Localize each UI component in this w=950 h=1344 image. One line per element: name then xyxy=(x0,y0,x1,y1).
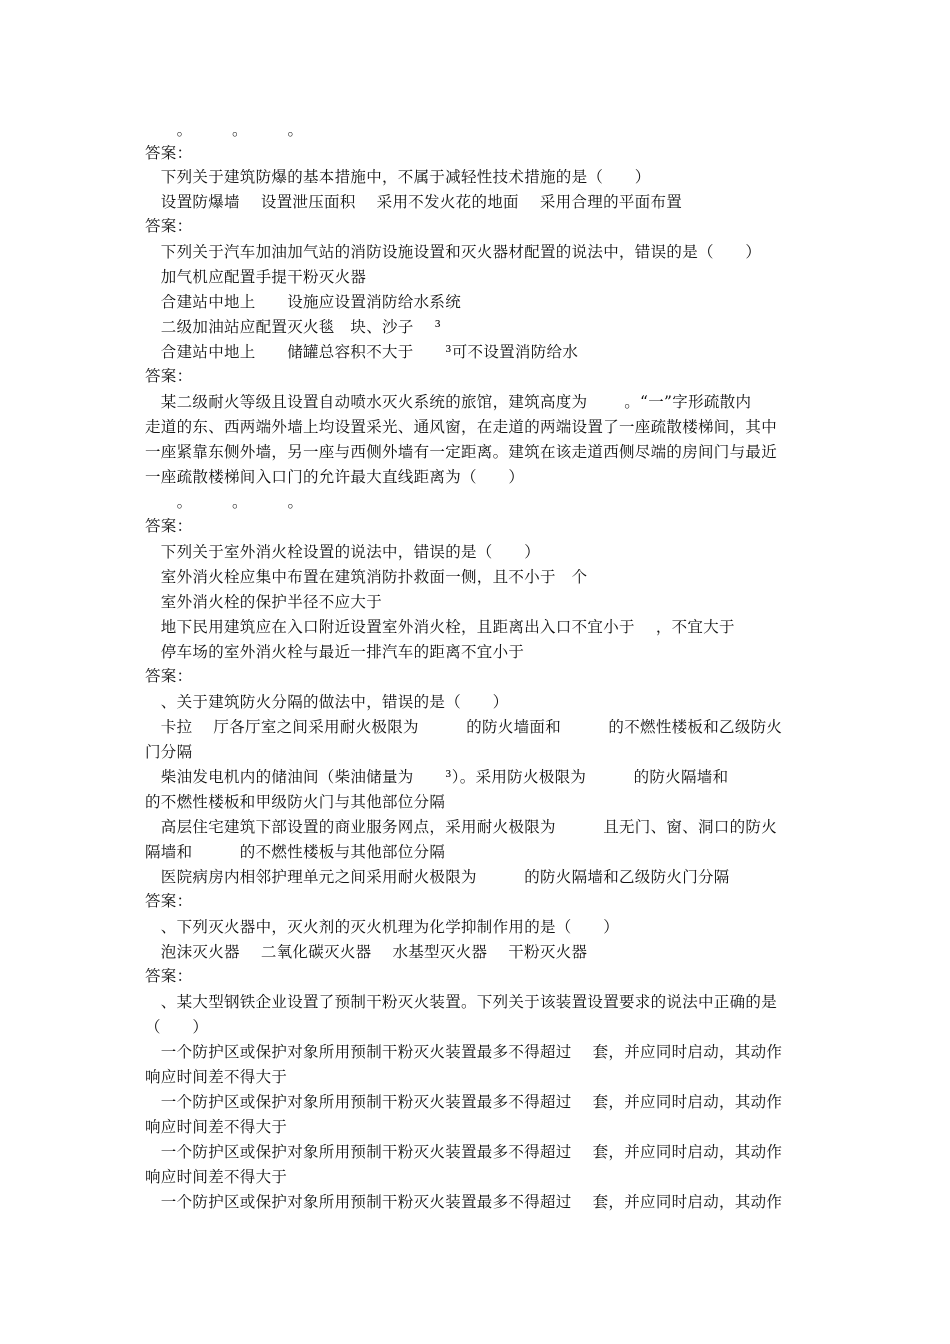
question-text: 一座疏散楼梯间入口门的允许最大直线距离为（ ） xyxy=(145,468,525,486)
question-text: 一座紧靠东侧外墙，另一座与西侧外墙有一定距离。建筑在该走道西侧尽端的房间门与最近 xyxy=(145,443,778,461)
answer-label: 答案： xyxy=(145,967,193,985)
option-line: 的不燃性楼板和甲级防火门与其他部位分隔 xyxy=(145,793,446,811)
option-line: 合建站中地上 储罐总容积不大于 ³可不设置消防给水 xyxy=(145,343,579,361)
option-line: 响应时间差不得大于 xyxy=(145,1068,288,1086)
question-text: 下列关于室外消火栓设置的说法中，错误的是（ ） xyxy=(145,543,541,561)
option-line: 一个防护区或保护对象所用预制干粉灭火装置最多不得超过 套，并应同时启动，其动作 xyxy=(145,1043,783,1061)
option-line: 地下民用建筑应在入口附近设置室外消火栓，且距离出入口不宜小于 ，不宜大于 xyxy=(145,618,735,636)
option-line: 隔墙和 的不燃性楼板与其他部位分隔 xyxy=(145,843,446,861)
option-line: 合建站中地上 设施应设置消防给水系统 xyxy=(145,293,462,311)
option-line: 一个防护区或保护对象所用预制干粉灭火装置最多不得超过 套，并应同时启动，其动作 xyxy=(145,1093,783,1111)
option-line: 设置防爆墙 设置泄压面积 采用不发火花的地面 采用合理的平面布置 xyxy=(145,193,683,211)
question-text: （ ） xyxy=(145,1018,209,1036)
answer-label: 答案： xyxy=(145,517,193,535)
answer-label: 答案： xyxy=(145,144,193,162)
option-line: 。 。 。 xyxy=(145,493,304,511)
answer-label: 答案： xyxy=(145,217,193,235)
option-line: 响应时间差不得大于 xyxy=(145,1168,288,1186)
option-line: 停车场的室外消火栓与最近一排汽车的距离不宜小于 xyxy=(145,643,525,661)
question-text: 、某大型钢铁企业设置了预制干粉灭火装置。下列关于该装置设置要求的说法中正确的是 xyxy=(145,993,778,1011)
option-line: 卡拉 厅各厅室之间采用耐火极限为 的防火墙面和 的不燃性楼板和乙级防火 xyxy=(145,718,783,736)
option-line: 室外消火栓应集中布置在建筑消防扑救面一侧，且不小于 个 xyxy=(145,568,588,586)
answer-label: 答案： xyxy=(145,667,193,685)
question-text: 下列关于汽车加油加气站的消防设施设置和灭火器材配置的说法中，错误的是（ ） xyxy=(145,243,762,261)
option-line: 门分隔 xyxy=(145,743,193,761)
option-line: 医院病房内相邻护理单元之间采用耐火极限为 的防火隔墙和乙级防火门分隔 xyxy=(145,868,730,886)
answer-label: 答案： xyxy=(145,367,193,385)
question-text: 某二级耐火等级且设置自动喷水灭火系统的旅馆，建筑高度为 。“一”字形疏散内 xyxy=(145,393,752,411)
question-text: 、关于建筑防火分隔的做法中，错误的是（ ） xyxy=(145,693,509,711)
question-text: 、下列灭火器中，灭火剂的灭火机理为化学抑制作用的是（ ） xyxy=(145,918,620,936)
option-line: 二级加油站应配置灭火毯 块、沙子 ³ xyxy=(145,318,442,336)
question-text: 下列关于建筑防爆的基本措施中，不属于减轻性技术措施的是（ ） xyxy=(145,168,651,186)
question-text: 走道的东、西两端外墙上均设置采光、通风窗，在走道的两端设置了一座疏散楼梯间，其中 xyxy=(145,418,778,436)
option-line: 一个防护区或保护对象所用预制干粉灭火装置最多不得超过 套，并应同时启动，其动作 xyxy=(145,1193,783,1211)
option-line: 。 。 。 xyxy=(145,121,304,139)
option-line: 柴油发电机内的储油间（柴油储量为 ³）。采用防火极限为 的防火隔墙和 xyxy=(145,768,729,786)
option-line: 高层住宅建筑下部设置的商业服务网点，采用耐火极限为 且无门、窗、洞口的防火 xyxy=(145,818,778,836)
answer-label: 答案： xyxy=(145,892,193,910)
option-line: 室外消火栓的保护半径不应大于 xyxy=(145,593,383,611)
option-line: 加气机应配置手提干粉灭火器 xyxy=(145,268,367,286)
option-line: 响应时间差不得大于 xyxy=(145,1118,288,1136)
option-line: 一个防护区或保护对象所用预制干粉灭火装置最多不得超过 套，并应同时启动，其动作 xyxy=(145,1143,783,1161)
option-line: 泡沫灭火器 二氧化碳灭火器 水基型灭火器 干粉灭火器 xyxy=(145,943,588,961)
